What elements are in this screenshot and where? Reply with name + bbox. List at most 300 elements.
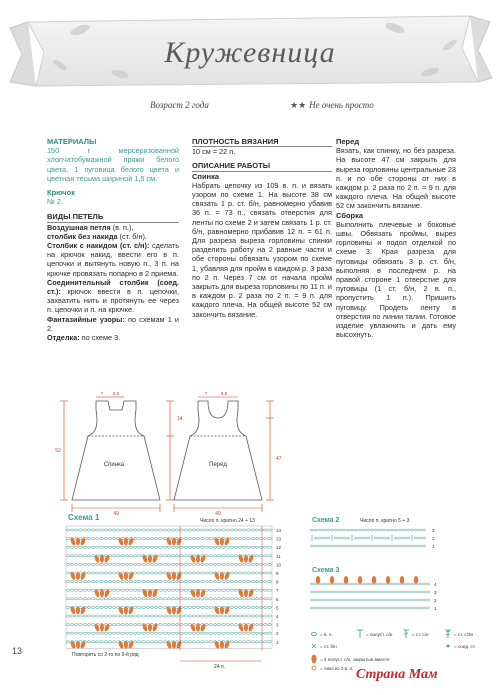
chain-stitch xyxy=(91,581,95,583)
chain-stitch xyxy=(213,632,217,634)
chain-stitch xyxy=(264,624,268,626)
chain-stitch xyxy=(154,581,158,583)
cluster-mark xyxy=(104,554,111,563)
chain-stitch xyxy=(338,529,341,531)
cluster-mark xyxy=(358,576,362,584)
chain-stitch xyxy=(398,529,401,531)
chain-stitch xyxy=(243,563,247,565)
cluster-mark xyxy=(220,538,224,546)
chain-stitch xyxy=(142,615,146,617)
chain-stitch xyxy=(268,624,272,626)
chain-stitch xyxy=(264,632,268,634)
chain-stitch xyxy=(188,538,192,540)
chain-stitch xyxy=(209,632,213,634)
chain-stitch xyxy=(75,555,79,557)
chain-stitch xyxy=(192,598,196,600)
chain-stitch xyxy=(159,641,163,643)
chain-stitch xyxy=(247,529,251,531)
chain-stitch xyxy=(354,591,357,593)
cluster-mark xyxy=(400,576,404,584)
chain-stitch xyxy=(112,589,116,591)
chain-stitch xyxy=(410,591,413,593)
cluster-mark xyxy=(196,555,200,563)
chain-stitch xyxy=(154,615,158,617)
chain-stitch xyxy=(96,581,100,583)
chain-stitch xyxy=(154,598,158,600)
chain-stitch xyxy=(201,572,205,574)
chain-stitch xyxy=(394,583,397,585)
chain-stitch xyxy=(418,599,421,601)
cluster-mark xyxy=(248,623,255,632)
chain-stitch xyxy=(146,641,150,643)
chain-stitch xyxy=(159,563,163,565)
chain-stitch xyxy=(108,563,112,565)
chain-stitch xyxy=(230,572,234,574)
chain-stitch xyxy=(66,589,70,591)
chain-stitch xyxy=(342,599,345,601)
gauge-text: 10 см = 22 п. xyxy=(192,147,236,157)
scheme2-row-number: 1 xyxy=(432,544,435,549)
chain-stitch xyxy=(259,538,263,540)
cluster-mark xyxy=(214,537,221,546)
chain-stitch xyxy=(217,529,221,531)
chain-stitch xyxy=(192,538,196,540)
chain-stitch xyxy=(175,546,179,548)
chain-stitch xyxy=(322,591,325,593)
chain-stitch xyxy=(209,641,213,643)
chain-stitch xyxy=(171,563,175,565)
chain-stitch xyxy=(398,607,401,609)
chain-stitch xyxy=(398,545,401,547)
legend xyxy=(311,630,475,671)
chain-stitch xyxy=(154,641,158,643)
row-number: 9 xyxy=(276,571,279,576)
chain-stitch xyxy=(125,632,129,634)
cluster-mark xyxy=(80,572,87,581)
legend-slst: = соед. ст. xyxy=(454,644,476,649)
chain-stitch xyxy=(222,581,226,583)
chain-stitch xyxy=(117,529,121,531)
chain-stitch xyxy=(314,591,317,593)
chain-stitch xyxy=(192,581,196,583)
chain-stitch xyxy=(154,606,158,608)
chain-stitch xyxy=(87,624,91,626)
chain-stitch xyxy=(251,572,255,574)
cluster-mark xyxy=(386,576,390,584)
dim-total-height: 52 xyxy=(55,448,61,454)
chain-stitch xyxy=(83,624,87,626)
chain-stitch xyxy=(358,529,361,531)
chain-stitch xyxy=(209,624,213,626)
chain-stitch xyxy=(91,624,95,626)
chain-stitch xyxy=(201,598,205,600)
chain-stitch xyxy=(163,632,167,634)
chain-stitch xyxy=(255,529,259,531)
chain-stitch xyxy=(394,607,397,609)
chain-stitch xyxy=(91,572,95,574)
chain-stitch xyxy=(358,537,361,539)
chain-stitch xyxy=(382,545,385,547)
chain-stitch xyxy=(192,606,196,608)
chain-stitch xyxy=(133,598,137,600)
chain-stitch xyxy=(374,529,377,531)
chain-stitch xyxy=(163,589,167,591)
chain-stitch xyxy=(75,615,79,617)
chain-stitch xyxy=(163,641,167,643)
chain-stitch xyxy=(163,538,167,540)
chain-stitch xyxy=(330,607,333,609)
chain-stitch xyxy=(100,641,104,643)
chain-stitch xyxy=(217,598,221,600)
chain-stitch xyxy=(386,599,389,601)
chain-stitch xyxy=(394,529,397,531)
chain-stitch xyxy=(83,632,87,634)
chain-stitch xyxy=(196,632,200,634)
chain-stitch xyxy=(129,624,133,626)
difficulty-stars-icon: ★★ xyxy=(290,100,307,110)
chain-stitch xyxy=(159,589,163,591)
chain-stitch xyxy=(247,598,251,600)
chain-stitch xyxy=(91,598,95,600)
chain-stitch xyxy=(268,641,272,643)
chain-stitch xyxy=(159,546,163,548)
chain-stitch xyxy=(422,591,425,593)
chain-stitch xyxy=(138,546,142,548)
chain-stitch xyxy=(108,572,112,574)
chain-stitch xyxy=(133,538,137,540)
cluster-mark xyxy=(100,624,104,632)
chain-stitch xyxy=(159,555,163,557)
chain-stitch xyxy=(133,641,137,643)
chain-stitch xyxy=(350,591,353,593)
cluster-mark xyxy=(248,589,255,598)
chain-stitch xyxy=(196,606,200,608)
chain-stitch xyxy=(142,606,146,608)
chain-stitch xyxy=(322,599,325,601)
chain-stitch xyxy=(251,615,255,617)
chain-stitch xyxy=(100,538,104,540)
chain-stitch xyxy=(205,606,209,608)
chain-stitch xyxy=(201,546,205,548)
chain-stitch xyxy=(338,537,341,539)
chain-stitch xyxy=(234,529,238,531)
chain-stitch xyxy=(314,537,317,539)
chain-stitch xyxy=(358,607,361,609)
chain-stitch xyxy=(108,606,112,608)
chain-stitch xyxy=(402,599,405,601)
chain-stitch xyxy=(121,555,125,557)
cluster-mark xyxy=(414,576,418,584)
chain-stitch xyxy=(201,538,205,540)
chain-stitch xyxy=(259,581,263,583)
chain-stitch xyxy=(426,607,429,609)
scheme1-footer: Повторять со 2-го по 9-й ряд xyxy=(72,652,139,658)
chain-stitch xyxy=(362,607,365,609)
chain-stitch xyxy=(87,581,91,583)
chain-stitch xyxy=(129,615,133,617)
chain-stitch xyxy=(382,599,385,601)
work-heading: ОПИСАНИЕ РАБОТЫ xyxy=(192,161,332,171)
chain-stitch xyxy=(350,545,353,547)
chain-stitch xyxy=(171,546,175,548)
chain-stitch xyxy=(354,583,357,585)
chain-stitch xyxy=(230,589,234,591)
chain-stitch xyxy=(213,581,217,583)
chain-stitch xyxy=(378,545,381,547)
chain-stitch xyxy=(163,615,167,617)
chain-stitch xyxy=(159,598,163,600)
chain-stitch xyxy=(159,624,163,626)
chain-stitch xyxy=(310,591,313,593)
chain-stitch xyxy=(234,563,238,565)
chain-stitch xyxy=(410,529,413,531)
front-dimension-lines xyxy=(174,397,274,512)
chain-stitch xyxy=(394,545,397,547)
chain-stitch xyxy=(264,563,268,565)
chain-stitch xyxy=(79,555,83,557)
chain-stitch xyxy=(171,615,175,617)
chain-stitch xyxy=(382,583,385,585)
chain-stitch xyxy=(209,598,213,600)
chain-stitch xyxy=(394,591,397,593)
chain-stitch xyxy=(184,615,188,617)
chain-stitch xyxy=(87,563,91,565)
difficulty-text: Не очень просто xyxy=(309,100,374,110)
chain-stitch xyxy=(125,546,129,548)
stitches-heading: ВИДЫ ПЕТЕЛЬ xyxy=(47,212,179,222)
chain-stitch xyxy=(243,641,247,643)
chain-stitch xyxy=(226,589,230,591)
chain-stitch xyxy=(138,563,142,565)
chain-stitch xyxy=(422,607,425,609)
chain-stitch xyxy=(217,555,221,557)
chain-stitch xyxy=(70,624,74,626)
chain-stitch xyxy=(108,641,112,643)
cluster-mark xyxy=(244,555,248,563)
chain-stitch xyxy=(201,615,205,617)
scheme2-title: Схема 2 xyxy=(312,517,340,524)
chain-stitch xyxy=(330,599,333,601)
chain-stitch xyxy=(243,615,247,617)
chain-stitch xyxy=(196,546,200,548)
chain-stitch xyxy=(247,632,251,634)
cluster-mark xyxy=(148,589,152,597)
chain-stitch xyxy=(154,538,158,540)
chain-stitch xyxy=(230,555,234,557)
chain-stitch xyxy=(201,641,205,643)
chain-stitch xyxy=(154,529,158,531)
column-work xyxy=(192,137,332,319)
chain-stitch xyxy=(259,589,263,591)
chain-stitch xyxy=(326,599,329,601)
chain-stitch xyxy=(91,632,95,634)
materials-heading: МАТЕРИАЛЫ xyxy=(47,137,97,146)
chain-stitch xyxy=(378,607,381,609)
chain-stitch xyxy=(104,529,108,531)
chain-stitch xyxy=(70,563,74,565)
chain-stitch xyxy=(264,572,268,574)
chain-stitch xyxy=(406,583,409,585)
chain-stitch xyxy=(184,555,188,557)
chain-stitch xyxy=(75,624,79,626)
chain-stitch xyxy=(83,615,87,617)
chain-stitch xyxy=(159,538,163,540)
chain-stitch xyxy=(142,546,146,548)
row-number: 12 xyxy=(276,545,282,551)
chain-stitch xyxy=(402,537,405,539)
chain-stitch xyxy=(247,615,251,617)
chain-stitch xyxy=(243,538,247,540)
chain-stitch xyxy=(66,529,70,531)
cluster-mark xyxy=(214,640,221,649)
chain-stitch xyxy=(370,599,373,601)
chain-stitch xyxy=(255,641,259,643)
cluster-mark xyxy=(214,572,221,581)
chain-stitch xyxy=(87,538,91,540)
chain-stitch xyxy=(79,624,83,626)
chain-stitch xyxy=(326,529,329,531)
chain-stitch xyxy=(175,598,179,600)
chain-stitch xyxy=(234,589,238,591)
chain-stitch xyxy=(79,598,83,600)
chain-stitch xyxy=(402,529,405,531)
chain-stitch xyxy=(184,606,188,608)
chain-stitch xyxy=(159,572,163,574)
chain-stitch xyxy=(171,581,175,583)
materials-text: 150 г мерсеризованной хлопчатобумажной пряжи белого цвета, 1 пуговица белого цвета и цветная тесьма шириной 1,5 см. xyxy=(47,146,179,183)
chain-stitch xyxy=(205,572,209,574)
cluster-mark xyxy=(172,641,176,649)
chain-stitch xyxy=(378,599,381,601)
chain-stitch xyxy=(342,591,345,593)
chain-stitch xyxy=(390,529,393,531)
chain-stitch xyxy=(264,598,268,600)
cluster-mark xyxy=(104,623,111,632)
chain-stitch xyxy=(230,538,234,540)
chain-stitch xyxy=(100,529,104,531)
chain-stitch xyxy=(268,589,272,591)
chain-stitch xyxy=(121,615,125,617)
chain-stitch xyxy=(142,641,146,643)
chain-stitch xyxy=(230,598,234,600)
chain-stitch xyxy=(338,607,341,609)
chain-stitch xyxy=(264,538,268,540)
chain-stitch xyxy=(125,555,129,557)
chain-stitch xyxy=(264,581,268,583)
chain-stitch xyxy=(268,546,272,548)
chain-stitch xyxy=(318,529,321,531)
cluster-mark xyxy=(152,589,159,598)
chain-stitch xyxy=(213,598,217,600)
chain-stitch xyxy=(100,572,104,574)
chain-stitch xyxy=(226,624,230,626)
chain-stitch xyxy=(226,555,230,557)
chain-stitch xyxy=(66,581,70,583)
chain-stitch xyxy=(226,581,230,583)
chain-stitch xyxy=(342,607,345,609)
chain-stitch xyxy=(121,529,125,531)
chain-stitch xyxy=(142,572,146,574)
chain-stitch xyxy=(112,572,116,574)
row-number: 5 xyxy=(276,605,279,611)
cluster-mark xyxy=(330,576,334,584)
chain-stitch xyxy=(108,581,112,583)
chain-stitch xyxy=(259,624,263,626)
chain-stitch xyxy=(96,615,100,617)
chain-stitch xyxy=(96,606,100,608)
chain-stitch xyxy=(358,591,361,593)
chain-stitch xyxy=(346,607,349,609)
chain-stitch xyxy=(100,632,104,634)
chain-stitch xyxy=(326,545,329,547)
chain-stitch xyxy=(334,583,337,585)
chain-stitch xyxy=(163,572,167,574)
legend-hdc: = полуст. с/н xyxy=(366,632,393,637)
chain-stitch xyxy=(418,537,421,539)
chain-stitch xyxy=(188,546,192,548)
back-dimension-lines xyxy=(60,397,174,512)
chain-stitch xyxy=(96,572,100,574)
chain-stitch xyxy=(138,581,142,583)
chain-stitch xyxy=(66,641,70,643)
chain-stitch xyxy=(238,615,242,617)
chain-stitch xyxy=(150,538,154,540)
chain-stitch xyxy=(66,546,70,548)
back-heading: Спинка xyxy=(192,171,220,181)
chain-stitch xyxy=(129,563,133,565)
chain-stitch xyxy=(259,555,263,557)
chain-stitch xyxy=(159,632,163,634)
chain-stitch xyxy=(154,632,158,634)
chain-stitch xyxy=(358,599,361,601)
cluster-mark xyxy=(124,641,128,649)
chain-stitch xyxy=(346,545,349,547)
chain-stitch xyxy=(188,632,192,634)
chain-stitch xyxy=(96,546,100,548)
chain-stitch xyxy=(247,546,251,548)
chain-stitch xyxy=(87,641,91,643)
row-number: 8 xyxy=(276,579,279,585)
cluster-mark xyxy=(142,554,149,563)
chain-stitch xyxy=(310,607,313,609)
cluster-mark xyxy=(142,623,149,632)
chain-stitch xyxy=(70,581,74,583)
chain-stitch xyxy=(75,589,79,591)
front-text: Вязать, как спинку, но без разреза. На высоте 47 см закрыть для выреза горловины центральные 23 п. и по обе стороны от них в каждом р. 2 раза по 2 п. = 9 п. для каждого плеча. На общей высоте 52 см закончить вязание. xyxy=(336,146,456,211)
chain-stitch xyxy=(184,624,188,626)
chain-stitch xyxy=(205,538,209,540)
dim-bottom-width: 49 xyxy=(113,511,119,517)
chain-stitch xyxy=(79,632,83,634)
chain-stitch xyxy=(87,615,91,617)
chain-stitch xyxy=(251,606,255,608)
chain-stitch xyxy=(83,581,87,583)
chain-stitch xyxy=(129,529,133,531)
cluster-mark xyxy=(248,554,255,563)
chain-stitch xyxy=(201,581,205,583)
chain-stitch xyxy=(205,563,209,565)
chain-stitch xyxy=(247,572,251,574)
chain-stitch xyxy=(414,545,417,547)
chain-stitch xyxy=(255,572,259,574)
cluster-mark xyxy=(190,589,197,598)
chain-stitch xyxy=(386,545,389,547)
cluster-mark xyxy=(104,589,111,598)
chain-stitch xyxy=(255,555,259,557)
chain-stitch xyxy=(75,529,79,531)
chain-stitch xyxy=(146,572,150,574)
chain-stitch xyxy=(167,632,171,634)
